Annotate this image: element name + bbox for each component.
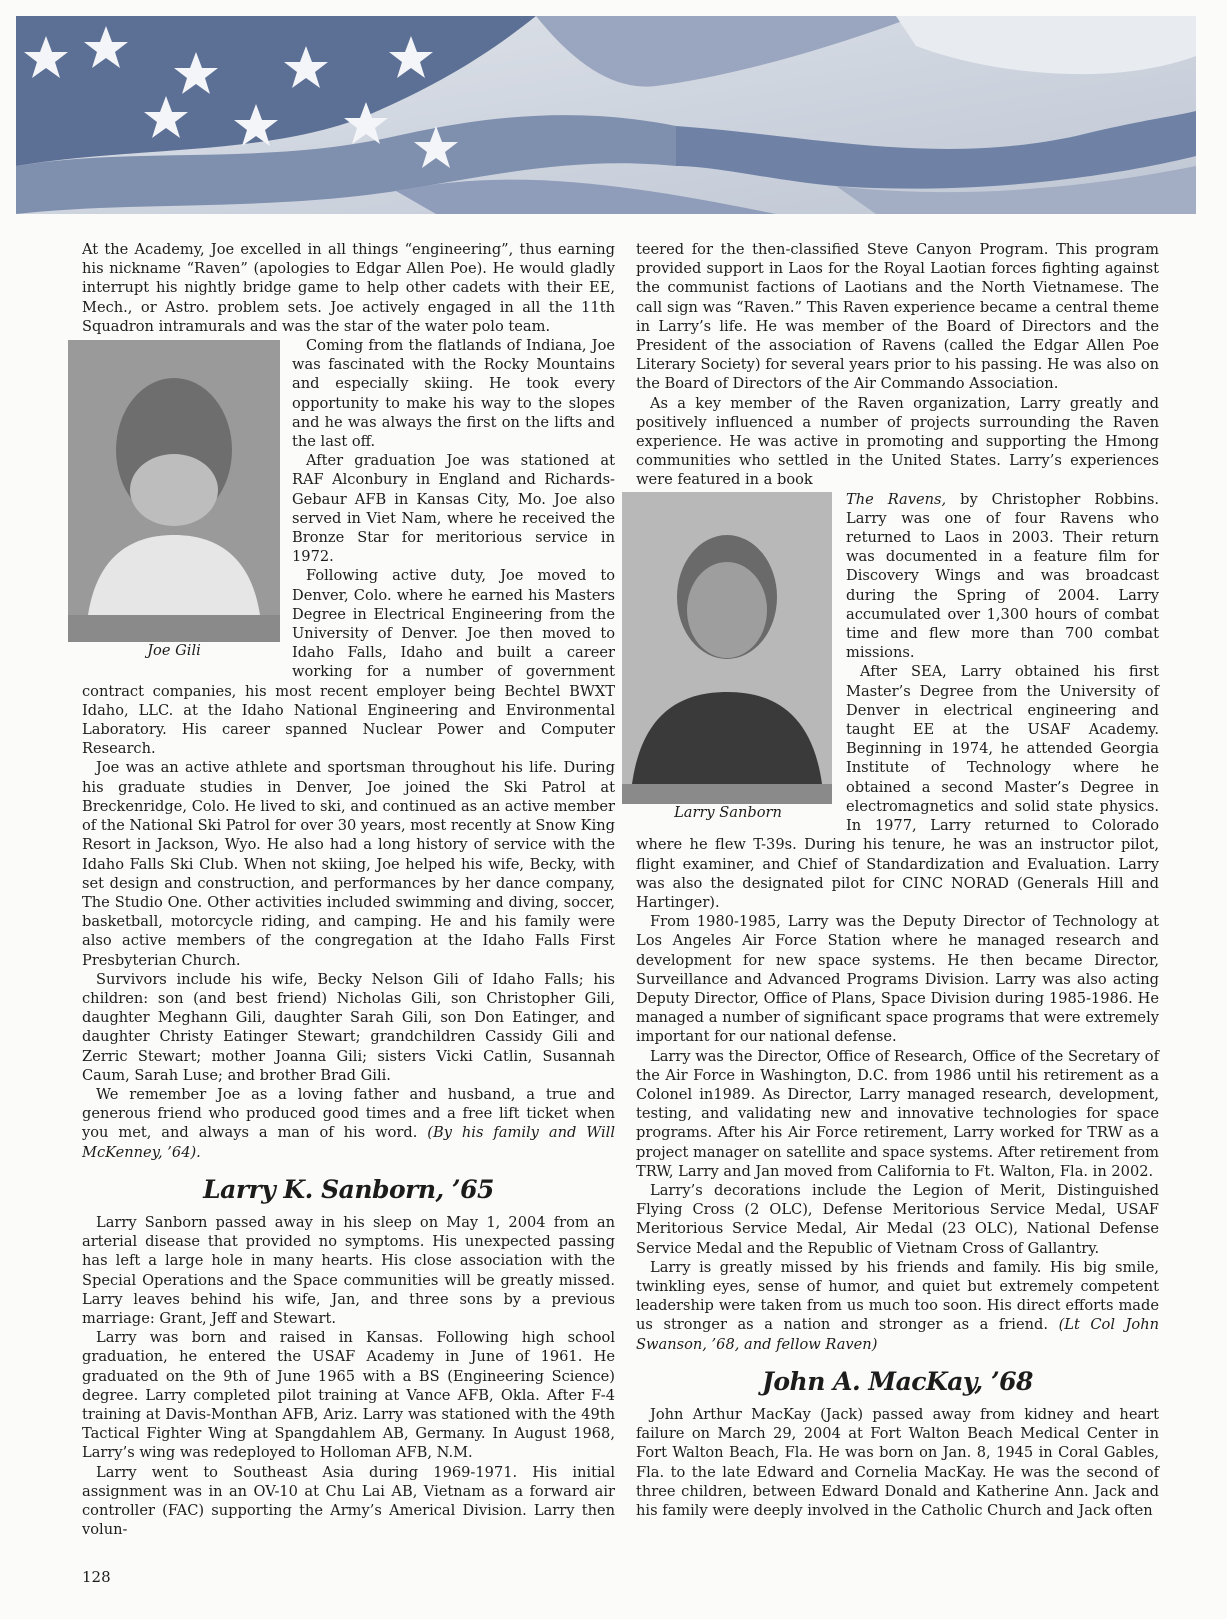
gili-credit: (By his family and Will McKenney, ’64).	[82, 1124, 616, 1161]
sanborn-tribute: Larry is greatly missed by his friends and family. His big smile, twinkling eyes, sense of humor, and quiet but extremely competent leadership were taken from us much too soon. His direct efforts made us stronger as a nation and stronger as a friend.	[636, 1258, 1159, 1334]
joe-gili-caption: Joe Gili	[147, 642, 201, 660]
page-number: 128	[82, 1568, 111, 1586]
gili-paragraph-3: After graduation Joe was stationed at RAF Alconbury in England and Richards-Gebaur AFB in Kansas City, Mo. Joe also served in Viet Nam, where he received the Bronze Star for meritorious service in 1972.	[292, 452, 615, 566]
sanborn-paragraph-9: Larry’s decorations include the Legion of Merit, Distinguished Flying Cross (2 OLC), Defense Meritorious Service Medal, USAF Meritorious Service Medal, Air Medal (23 OLC), National Defense Service Medal and the Republic of Vietnam Cross of Gallantry.	[636, 1181, 1159, 1257]
gili-paragraph-4: Following active duty, Joe moved to Denver, Colo. where he earned his Masters Degree in Electrical Engineering from the University of Denver. Joe then moved to Idaho Falls, Idaho and built a career working for a number of government contract companies, his most recent employer being Bechtel BWXT Idaho, LLC. at the Idaho National Engineering and Environmental Laboratory. His career spanned Nuclear Power and Computer Research.	[82, 567, 615, 758]
sanborn-paragraph-2: Larry was born and raised in Kansas. Following high school graduation, he entered the USAF Academy in June of 1961. He graduated on the 9th of June 1965 with a BS (Engineering Science) degree. Larry completed pilot training at Vance AFB, Okla. After F-4 training at Davis-Monthan AFB, Ariz. Larry was stationed with the 49th Tactical Fighter Wing at Spangdahlem AB, Germany. In August 1968, Larry’s wing was redeployed to Holloman AFB, N.M.	[82, 1329, 615, 1462]
joe-gili-figure	[68, 340, 280, 660]
flag-illustration	[16, 16, 1196, 214]
sanborn-paragraph-8: Larry was the Director, Office of Research, Office of the Secretary of the Air Force in Washington, D.C. from 1986 until his retirement as a Colonel in1989. As Director, Larry managed research, development, testing, and validating new and innovative technologies for space programs. After his Air Force retirement, Larry worked for TRW as a project manager on satellite and space systems. After retirement from TRW, Larry and Jan moved from California to Ft. Walton, Fla. in 2002.	[636, 1047, 1159, 1180]
gili-paragraph-2: Coming from the flatlands of Indiana, Joe was fascinated with the Rocky Mountains and especially skiing. He took every opportunity to make his way to the slopes and he was always the first on the lifts and the last off.	[292, 337, 615, 451]
portrait-placeholder	[622, 492, 832, 784]
sanborn-paragraph-4: teered for the then-classified Steve Canyon Program. This program provided support in Laos for the Royal Laotian forces fighting against the communist factions of Laotians and the North Vietnamese. The call sign was “Raven.” This Raven experience became a central theme in Larry’s life. He was member of the Board of Directors and the President of the association of Ravens (called the Edgar Allen Poe Literary Society) for several years prior to his passing. He was also on the Board of Directors of the Air Commando Association.	[636, 241, 1159, 393]
right-column	[636, 240, 1159, 1520]
mackay-paragraph-1: John Arthur MacKay (Jack) passed away from kidney and heart failure on March 29, 2004 at Fort Walton Beach Medical Center in Fort Walton Beach, Fla. He was born on Jan. 8, 1945 in Coral Gables, Fla. to the late Edward and Cornelia MacKay. He was the second of three children, between Edward Donald and Katherine Ann. Jack and his family were deeply involved in the Catholic Church and Jack often	[636, 1405, 1159, 1519]
sanborn-paragraph-5	[636, 394, 1159, 490]
joe-gili-photo	[68, 340, 280, 642]
left-column	[82, 240, 615, 1539]
sanborn-paragraph-1: Larry Sanborn passed away in his sleep on May 1, 2004 from an arterial disease that provided no symptoms. His unexpected passing has left a large hole in many hearts. His close association with the Special Operations and the Space communities will be greatly missed. Larry leaves behind his wife, Jan, and three sons by a previous marriage: Grant, Jeff and Stewart.	[82, 1213, 615, 1327]
sanborn-raven-text: As a key member of the Raven organization, Larry greatly and positively influenced a number of projects surrounding the Raven experience. He was active in promoting and supporting the Hmong communities who settled in the United States. Larry’s experiences were featured in a book	[636, 394, 1159, 489]
gili-paragraph-6: Survivors include his wife, Becky Nelson Gili of Idaho Falls; his children: son (and best friend) Nicholas Gili, son Christopher Gili, daughter Meghann Gili, daughter Sarah Gili, son Don Eatinger, and daughter Christy Eatinger Stewart; grandchildren Cassidy Gili and Zerric Stewart; mother Joanna Gili; sisters Vicki Catlin, Susannah Caum, Sarah Luse; and brother Brad Gili.	[82, 970, 615, 1084]
larry-sanborn-figure	[622, 492, 834, 822]
larry-sanborn-photo	[622, 492, 832, 804]
gili-paragraph-7	[82, 1085, 615, 1162]
portrait-placeholder	[68, 340, 280, 615]
sanborn-book-text: by Christopher Robbins. Larry was one of four Ravens who returned to Laos in 2003. Their return was documented in a feature film for Discovery Wings and was broadcast during the Spring of 2004. Larry accumulated over 1,300 hours of combat time and flew more than 700 combat missions.	[846, 490, 1160, 662]
sanborn-paragraph-7: From 1980-1985, Larry was the Deputy Director of Technology at Los Angeles Air Force Station where he managed research and development for new space systems. He then became Director, Surveillance and Advanced Programs Division. Larry was also acting Deputy Director, Office of Plans, Space Division during 1985-1986. He managed a number of significant space programs that were extremely important for our national defense.	[636, 913, 1159, 1046]
gili-remembrance: We remember Joe as a loving father and husband, a true and generous friend who produced good times and a free lift ticket when you met, and always a man of his word.	[82, 1085, 615, 1142]
sanborn-paragraph-10	[636, 1258, 1159, 1354]
gili-paragraph-5: Joe was an active athlete and sportsman throughout his life. During his graduate studies in Denver, Joe joined the Ski Patrol at Breckenridge, Colo. He lived to ski, and continued as an active member of the National Ski Patrol for over 30 years, most recently at Snow King Resort in Jackson, Wyo. He also had a long history of service with the Idaho Falls Ski Club. When not skiing, Joe helped his wife, Becky, with set design and construction, and performances by her dance company, The Studio One. Other activities included swimming and diving, soccer, basketball, motorcycle riding, and camping. He and his family were also active members of the congregation at the Idaho Falls First Presbyterian Church.	[82, 759, 615, 969]
sanborn-credit: (Lt Col John Swanson, ’68, and fellow Raven)	[636, 1316, 1159, 1353]
larry-sanborn-caption: Larry Sanborn	[674, 803, 782, 821]
sanborn-paragraph-6: After SEA, Larry obtained his first Master’s Degree from the University of Denver in electrical engineering and taught EE at the USAF Academy. Beginning in 1974, he attended Georgia Institute of Technology where he obtained a second Master’s Degree in electromagnetics and solid state physics. In 1977, Larry returned to Colorado where he flew T-39s. During his tenure, he was an instructor pilot, flight examiner, and Chief of Standardization and Evaluation. Larry was also the designated pilot for CINC NORAD (Generals Hill and Hartinger).	[636, 663, 1159, 911]
book-title: The Ravens,	[846, 490, 947, 508]
sanborn-heading: Larry K. Sanborn, ’65	[203, 1174, 494, 1204]
american-flag-banner	[16, 16, 1196, 214]
mackay-heading: John A. MacKay, ’68	[762, 1366, 1033, 1396]
gili-paragraph-1: At the Academy, Joe excelled in all things “engineering”, thus earning his nickname “Raven” (apologies to Edgar Allen Poe). He would gladly interrupt his nightly bridge game to help other cadets with their EE, Mech., or Astro. problem sets. Joe actively engaged in all the 11th Squadron intramurals and was the star of the water polo team.	[82, 241, 615, 335]
sanborn-paragraph-3: Larry went to Southeast Asia during 1969-1971. His initial assignment was in an OV-10 at Chu Lai AB, Vietnam as a forward air controller (FAC) supporting the Army’s Americal Division. Larry then volun-	[82, 1463, 615, 1539]
